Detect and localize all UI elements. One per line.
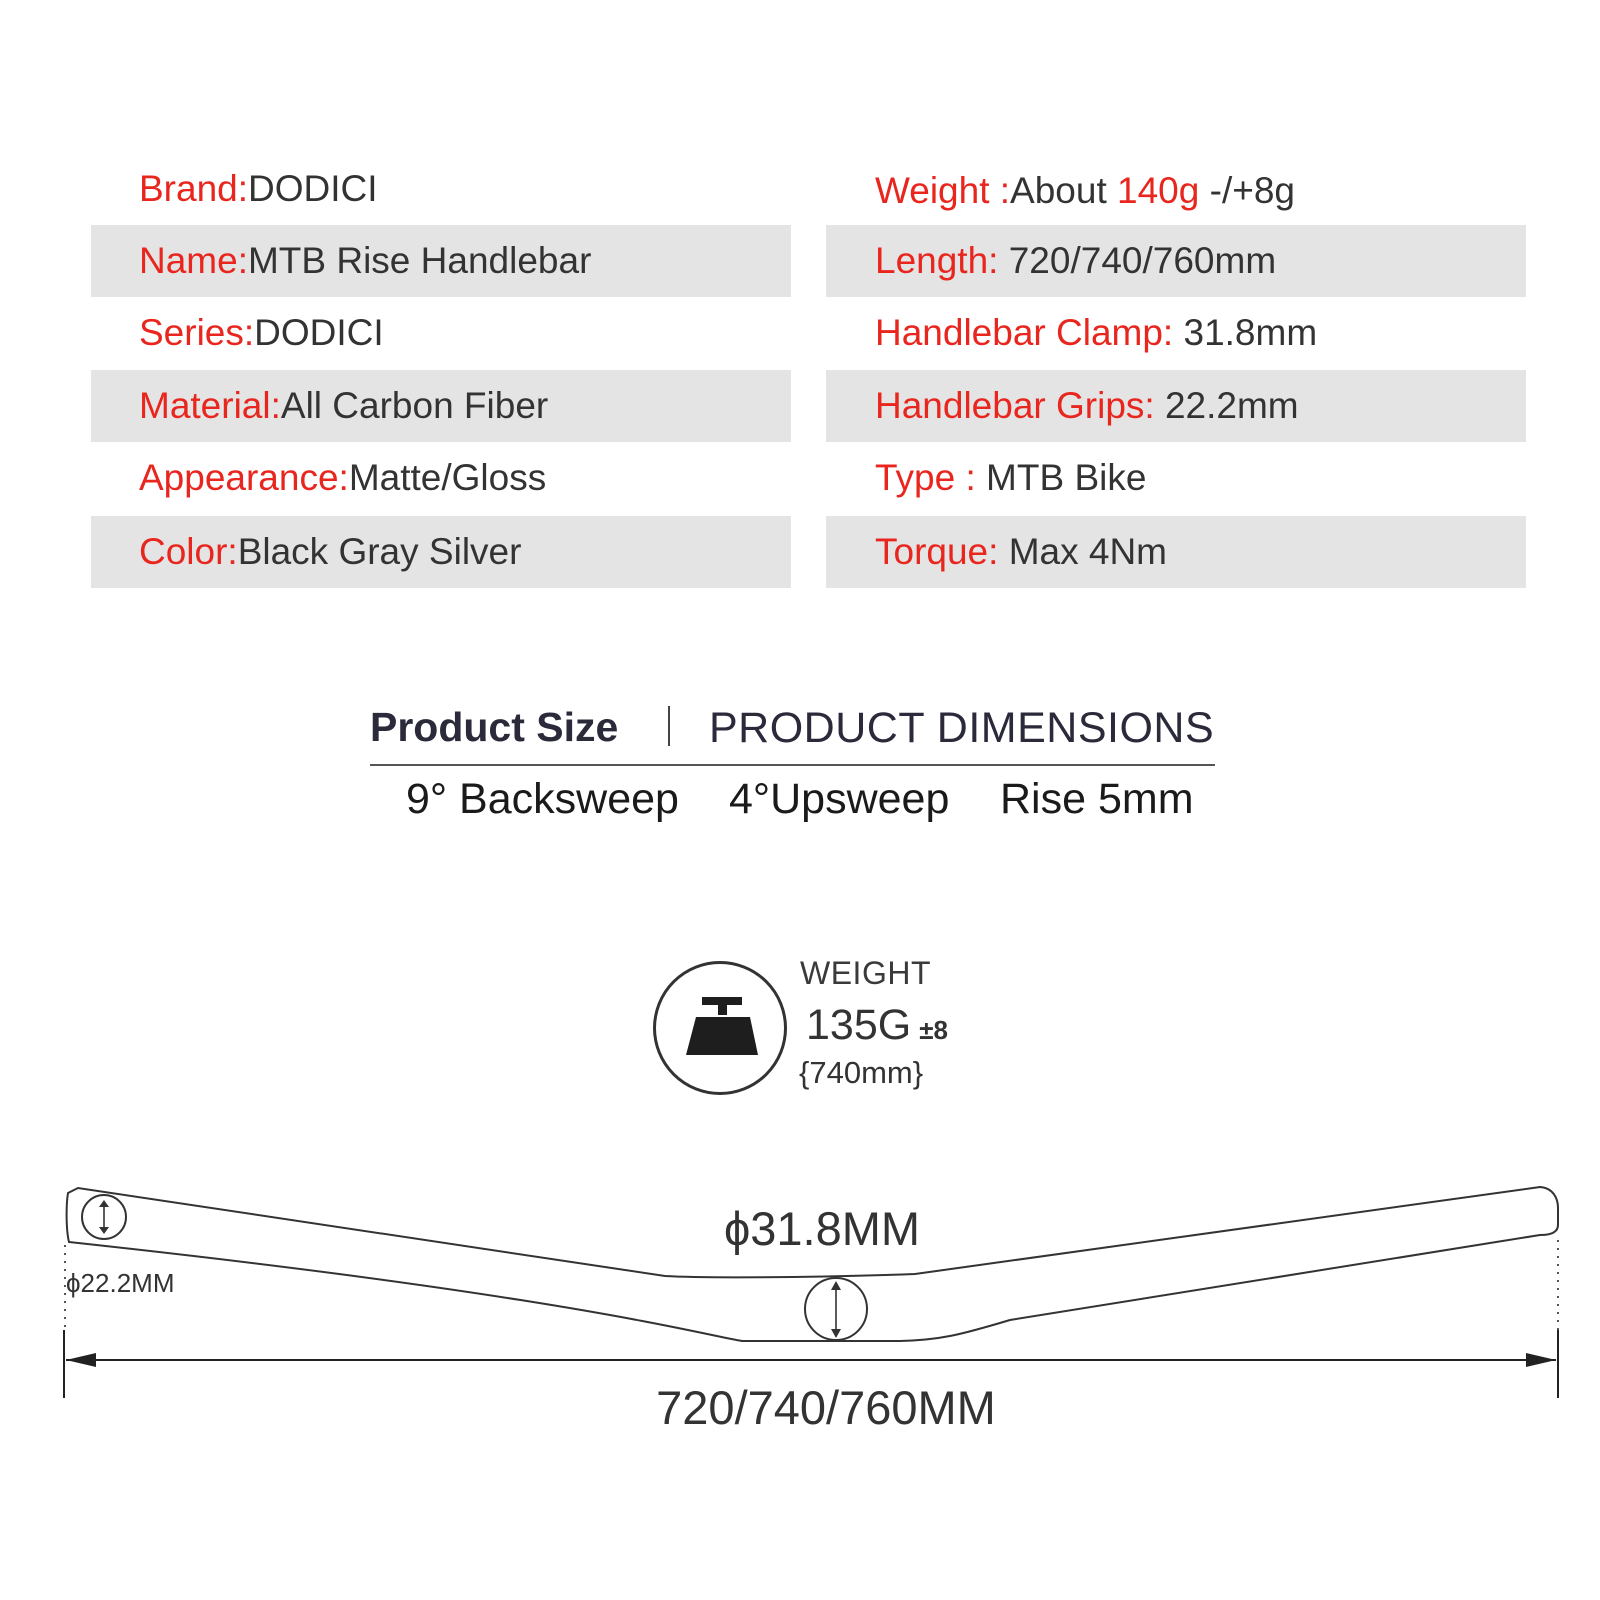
- spec-row-grips: [826, 370, 1526, 442]
- weight-icon-graphic: [656, 964, 784, 1092]
- spec-value: Black Gray Silver: [237, 531, 522, 572]
- spec-value: All Carbon Fiber: [280, 385, 549, 426]
- spec-value: DODICI: [248, 168, 378, 209]
- spec-row-length: [826, 225, 1526, 297]
- spec-value-prefix: About: [1010, 170, 1118, 211]
- clamp-diameter-label: ϕ31.8MM: [723, 1202, 921, 1255]
- backsweep-label: 9° Backsweep: [406, 775, 679, 823]
- spec-label: Handlebar Clamp:: [875, 312, 1174, 353]
- spec-label: Torque:: [875, 531, 999, 572]
- spec-row-type: [826, 442, 1526, 514]
- spec-row-name: [91, 225, 791, 297]
- spec-row-clamp: [826, 297, 1526, 369]
- spec-value: 22.2mm: [1154, 385, 1299, 426]
- spec-value: Max 4Nm: [998, 531, 1167, 572]
- rise-label: Rise 5mm: [1000, 775, 1194, 823]
- upsweep-label: 4°Upsweep: [729, 775, 950, 823]
- spec-row-color: [91, 516, 791, 588]
- spec-row-material: [91, 370, 791, 442]
- product-size-title: Product Size: [370, 704, 619, 750]
- spec-value-suffix: -/+8g: [1199, 170, 1295, 211]
- clamp-diameter-marker: [805, 1278, 867, 1340]
- handlebar-diagram: [0, 1150, 1600, 1450]
- weight-note: {740mm}: [799, 1055, 924, 1090]
- spec-label: Length:: [875, 240, 999, 281]
- spec-value: Matte/Gloss: [348, 457, 547, 498]
- spec-label: Weight :: [875, 170, 1011, 211]
- weight-value: 135G: [806, 1001, 912, 1049]
- spec-row-torque: [826, 516, 1526, 588]
- grip-diameter-label: ϕ22.2MM: [66, 1268, 175, 1298]
- width-label: 720/740/760MM: [656, 1381, 996, 1434]
- spec-label: Material:: [139, 385, 281, 426]
- spec-label: Type :: [875, 457, 976, 498]
- product-dimensions-subtitle: PRODUCT DIMENSIONS: [709, 704, 1215, 752]
- spec-label: Color:: [139, 531, 238, 572]
- spec-label: Handlebar Grips:: [875, 385, 1155, 426]
- spec-value: MTB Rise Handlebar: [247, 240, 592, 281]
- width-arrow-left: [66, 1353, 96, 1367]
- spec-value: DODICI: [254, 312, 384, 353]
- spec-label: Series:: [139, 312, 255, 353]
- spec-row-brand: [91, 153, 791, 225]
- spec-label: Brand:: [139, 168, 249, 209]
- header-divider: [668, 706, 670, 746]
- weight-label: WEIGHT: [800, 955, 931, 991]
- spec-label: Name:: [139, 240, 248, 281]
- weight-tolerance: ±8: [919, 1015, 948, 1045]
- weight-value-line: [806, 1001, 948, 1050]
- spec-row-appearance: [91, 442, 791, 514]
- weight-icon: [653, 961, 787, 1095]
- spec-label: Appearance:: [139, 457, 349, 498]
- spec-row-weight: [826, 155, 1526, 227]
- spec-value: 31.8mm: [1173, 312, 1318, 353]
- spec-value-highlight: 140g: [1117, 170, 1200, 211]
- product-size-header: [370, 700, 1215, 766]
- grip-diameter-marker: [82, 1195, 126, 1239]
- width-arrow-right: [1526, 1353, 1556, 1367]
- spec-value: MTB Bike: [975, 457, 1147, 498]
- spec-value: 720/740/760mm: [998, 240, 1277, 281]
- spec-row-series: [91, 297, 791, 369]
